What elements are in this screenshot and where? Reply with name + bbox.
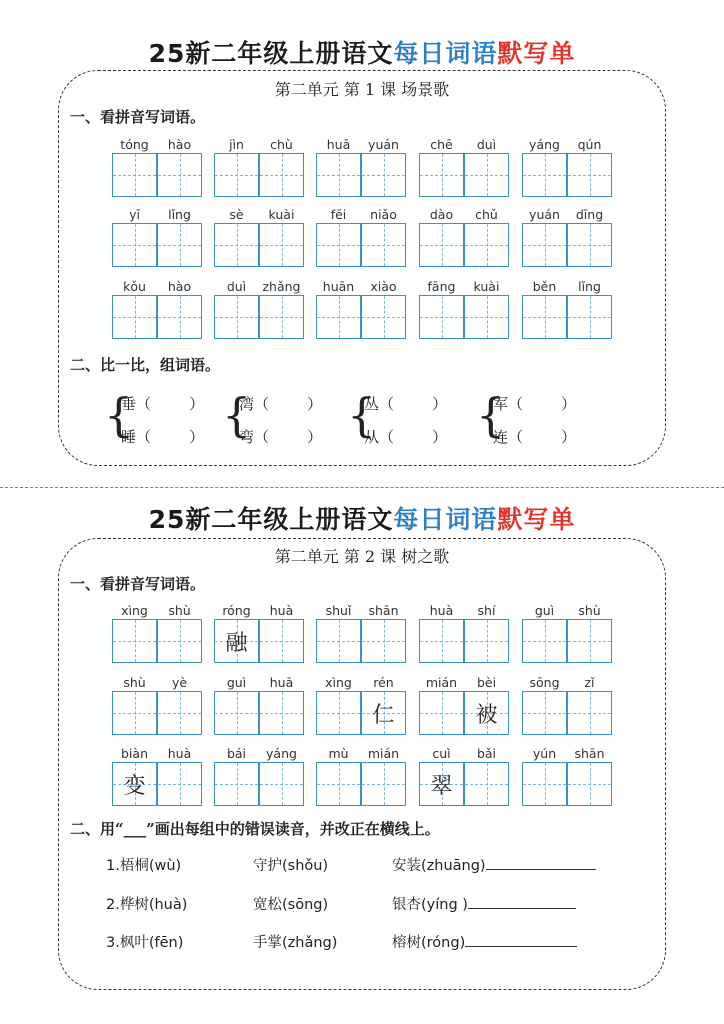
- tian-zi-grid-cell[interactable]: [464, 619, 509, 663]
- pinyin-label: běn: [532, 279, 557, 294]
- pinyin-label: yún: [532, 746, 557, 761]
- tian-zi-grid-cell[interactable]: [214, 223, 259, 267]
- handwritten-character: [523, 620, 566, 662]
- word-group: [419, 603, 509, 673]
- sheet2-lesson: 第二单元 第 2 课 树之歌: [274, 547, 450, 566]
- pinyin-label: tóng: [120, 137, 149, 152]
- tian-zi-grid-cell[interactable]: [361, 762, 406, 806]
- pinyin-label: jìn: [229, 137, 244, 152]
- sheet1-title: [0, 34, 724, 70]
- pronunciation-item: [392, 893, 576, 914]
- sheet2-title: [0, 500, 724, 536]
- word-group: [522, 207, 612, 277]
- word-group: [316, 207, 406, 277]
- tian-zi-grid-cell[interactable]: [419, 295, 464, 339]
- tian-zi-grid-cell[interactable]: [464, 295, 509, 339]
- pronunciation-text: 2.桦树(huà): [106, 897, 188, 913]
- handwritten-character: [158, 296, 201, 338]
- handwritten-character: [260, 692, 303, 734]
- word-group: [316, 603, 406, 673]
- handwritten-character: [215, 296, 258, 338]
- handwritten-character: [568, 154, 611, 196]
- tian-zi-grid-cell[interactable]: [567, 619, 612, 663]
- pronunciation-item: [253, 854, 328, 875]
- compare-word-bottom: 弯（ ）: [239, 428, 323, 446]
- handwritten-character: [113, 154, 156, 196]
- word-group: [112, 603, 202, 673]
- compare-word-top: 湾（ ）: [239, 395, 323, 413]
- handwritten-character: 变: [123, 773, 146, 799]
- handwritten-character: [420, 620, 463, 662]
- compare-word-bottom: 连（ ）: [493, 428, 577, 446]
- pinyin-label: hào: [167, 137, 192, 152]
- sheet-divider: [0, 487, 724, 488]
- handwritten-character: [420, 692, 463, 734]
- handwritten-character: [523, 296, 566, 338]
- pinyin-label: fāng: [427, 279, 456, 294]
- pronunciation-item: [253, 893, 328, 914]
- handwritten-character: [568, 692, 611, 734]
- word-group: [522, 279, 612, 349]
- pinyin-label: shù: [123, 675, 146, 690]
- tian-zi-grid-cell[interactable]: [522, 295, 567, 339]
- handwritten-character: 被: [475, 702, 498, 728]
- tian-zi-grid-cell[interactable]: [522, 153, 567, 197]
- pinyin-label: lǐng: [578, 279, 601, 294]
- word-group: [214, 675, 304, 745]
- pinyin-label: yuán: [368, 137, 399, 152]
- handwritten-character: [465, 296, 508, 338]
- pronunciation-item: [106, 854, 181, 875]
- word-group: [419, 675, 509, 745]
- pronunciation-item: [106, 931, 183, 952]
- handwritten-character: [523, 154, 566, 196]
- pinyin-label: shù: [168, 603, 191, 618]
- sheet1-title-blue: 每日词语: [393, 39, 498, 68]
- tian-zi-grid-cell[interactable]: [316, 153, 361, 197]
- handwritten-character: [215, 154, 258, 196]
- pinyin-label: huà: [429, 603, 454, 618]
- word-group: [112, 675, 202, 745]
- answer-blank-line[interactable]: [468, 896, 576, 909]
- brace-symbol: {: [347, 388, 377, 442]
- tian-zi-grid-cell[interactable]: [157, 153, 202, 197]
- pronunciation-text: 守护(shǒu): [253, 858, 329, 874]
- handwritten-character: [113, 224, 156, 266]
- pinyin-label: guì: [534, 603, 555, 618]
- tian-zi-grid-cell[interactable]: [259, 619, 304, 663]
- word-group: [522, 746, 612, 816]
- pinyin-label: chē: [430, 137, 453, 152]
- tian-zi-grid-cell[interactable]: [157, 762, 202, 806]
- handwritten-character: 翠: [430, 773, 453, 799]
- pinyin-label: qún: [577, 137, 602, 152]
- handwritten-character: [158, 224, 201, 266]
- tian-zi-grid-cell[interactable]: [112, 153, 157, 197]
- pinyin-label: cuì: [432, 746, 451, 761]
- pinyin-label: rén: [373, 675, 394, 690]
- handwritten-character: [113, 296, 156, 338]
- pinyin-label: róng: [222, 603, 251, 618]
- tian-zi-grid-cell[interactable]: [316, 619, 361, 663]
- tian-zi-grid-cell[interactable]: [464, 762, 509, 806]
- handwritten-character: [215, 692, 258, 734]
- tian-zi-grid-cell[interactable]: [112, 691, 157, 735]
- handwritten-character: [362, 763, 405, 805]
- pinyin-label: huān: [322, 279, 355, 294]
- sheet1-section2-title: 二、比一比，组词语。: [70, 356, 221, 374]
- word-group: [112, 279, 202, 349]
- handwritten-character: [260, 154, 303, 196]
- sheet1-title-red: 默写单: [497, 39, 576, 68]
- handwritten-character: [568, 224, 611, 266]
- handwritten-character: [215, 763, 258, 805]
- pinyin-label: duì: [226, 279, 247, 294]
- tian-zi-grid-cell[interactable]: [361, 153, 406, 197]
- tian-zi-grid-cell[interactable]: [214, 691, 259, 735]
- tian-zi-grid-cell[interactable]: [361, 691, 406, 735]
- pinyin-label: huà: [167, 746, 192, 761]
- pinyin-label: duì: [476, 137, 497, 152]
- word-group: [214, 746, 304, 816]
- word-group: [316, 279, 406, 349]
- tian-zi-grid-cell[interactable]: [112, 223, 157, 267]
- handwritten-character: [158, 154, 201, 196]
- tian-zi-grid-cell[interactable]: [464, 691, 509, 735]
- sheet1-lesson: 第二单元 第 1 课 场景歌: [274, 80, 450, 99]
- handwritten-character: [362, 224, 405, 266]
- handwritten-character: [158, 620, 201, 662]
- handwritten-character: [260, 620, 303, 662]
- pinyin-label: yáng: [529, 137, 560, 152]
- tian-zi-grid-cell[interactable]: [157, 223, 202, 267]
- pinyin-label: biàn: [121, 746, 148, 761]
- pronunciation-item: [253, 931, 337, 952]
- tian-zi-grid-cell[interactable]: [259, 153, 304, 197]
- word-group: [316, 675, 406, 745]
- pinyin-label: yáng: [266, 746, 297, 761]
- pinyin-label: mián: [425, 675, 458, 690]
- tian-zi-grid-cell[interactable]: [419, 691, 464, 735]
- pinyin-label: shí: [477, 603, 496, 618]
- tian-zi-grid-cell[interactable]: [361, 295, 406, 339]
- handwritten-character: [465, 763, 508, 805]
- pinyin-label: xiào: [370, 279, 397, 294]
- word-group: [522, 675, 612, 745]
- pinyin-label: guì: [226, 675, 247, 690]
- tian-zi-grid-cell[interactable]: [112, 295, 157, 339]
- pinyin-label: mián: [367, 746, 400, 761]
- pronunciation-text: 3.枫叶(fēn): [106, 935, 184, 951]
- tian-zi-grid-cell[interactable]: [259, 295, 304, 339]
- tian-zi-grid-cell[interactable]: [567, 153, 612, 197]
- handwritten-character: [568, 296, 611, 338]
- tian-zi-grid-cell[interactable]: [316, 691, 361, 735]
- tian-zi-grid-cell[interactable]: [419, 153, 464, 197]
- tian-zi-grid-cell[interactable]: [157, 691, 202, 735]
- compare-word-bottom: 从（ ）: [364, 428, 448, 446]
- handwritten-character: [465, 620, 508, 662]
- sheet2-section2-title: 二、用“___”画出每组中的错误读音，并改正在横线上。: [70, 820, 440, 838]
- compare-word-bottom: 睡（ ）: [121, 428, 205, 446]
- handwritten-character: [420, 154, 463, 196]
- tian-zi-grid-cell[interactable]: [419, 619, 464, 663]
- tian-zi-grid-cell[interactable]: [567, 691, 612, 735]
- handwritten-character: [113, 692, 156, 734]
- pronunciation-item: [392, 854, 596, 875]
- pinyin-label: chǔ: [475, 207, 498, 222]
- tian-zi-grid-cell[interactable]: [522, 223, 567, 267]
- tian-zi-grid-cell[interactable]: [112, 619, 157, 663]
- pronunciation-item: [392, 931, 577, 952]
- pinyin-label: shān: [368, 603, 399, 618]
- handwritten-character: [260, 224, 303, 266]
- sheet2-title-red: 默写单: [497, 505, 576, 534]
- sheet1-section1-title: 一、看拼音写词语。: [70, 108, 206, 126]
- tian-zi-grid-cell[interactable]: [567, 223, 612, 267]
- brace-symbol: {: [476, 388, 506, 442]
- compare-word-top: 垂（ ）: [121, 395, 205, 413]
- tian-zi-grid-cell[interactable]: [157, 295, 202, 339]
- word-group: [214, 603, 304, 673]
- pinyin-label: shuǐ: [325, 603, 352, 618]
- handwritten-character: [362, 154, 405, 196]
- pronunciation-item: [106, 893, 187, 914]
- pinyin-label: dào: [429, 207, 454, 222]
- brace-symbol: {: [222, 388, 252, 442]
- handwritten-character: [113, 620, 156, 662]
- tian-zi-grid-cell[interactable]: [567, 762, 612, 806]
- pinyin-label: zhǎng: [262, 279, 301, 294]
- pronunciation-text: 手掌(zhǎng): [253, 935, 338, 951]
- tian-zi-grid-cell[interactable]: [214, 619, 259, 663]
- sheet1-title-black: 25新二年级上册语文: [148, 39, 394, 68]
- compare-word-top: 军（ ）: [493, 395, 577, 413]
- pinyin-label: xìng: [121, 603, 148, 618]
- word-group: [112, 746, 202, 816]
- pinyin-label: bái: [226, 746, 247, 761]
- sheet2-title-blue: 每日词语: [393, 505, 498, 534]
- handwritten-character: [260, 296, 303, 338]
- pinyin-label: yī: [129, 207, 140, 222]
- tian-zi-grid-cell[interactable]: [419, 762, 464, 806]
- pinyin-label: sōng: [529, 675, 560, 690]
- tian-zi-grid-cell[interactable]: [361, 619, 406, 663]
- pronunciation-text: 榕树(róng): [392, 935, 466, 951]
- word-group: [112, 207, 202, 277]
- answer-blank-line[interactable]: [465, 934, 577, 947]
- pinyin-label: shù: [578, 603, 601, 618]
- pinyin-label: kuài: [473, 279, 500, 294]
- word-group: [214, 279, 304, 349]
- sheet2-section1-title: 一、看拼音写词语。: [70, 575, 206, 593]
- handwritten-character: [362, 296, 405, 338]
- brace-symbol: {: [104, 388, 134, 442]
- handwritten-character: [215, 224, 258, 266]
- pinyin-label: sè: [229, 207, 244, 222]
- handwritten-character: [420, 296, 463, 338]
- pinyin-label: bǎi: [476, 746, 497, 761]
- tian-zi-grid-cell[interactable]: [214, 762, 259, 806]
- tian-zi-grid-cell[interactable]: [464, 223, 509, 267]
- pinyin-label: xìng: [325, 675, 352, 690]
- tian-zi-grid-cell[interactable]: [522, 691, 567, 735]
- word-group: [214, 207, 304, 277]
- handwritten-character: [523, 224, 566, 266]
- pinyin-label: kuài: [268, 207, 295, 222]
- pinyin-label: kǒu: [123, 279, 146, 294]
- handwritten-character: [465, 154, 508, 196]
- handwritten-character: [317, 154, 360, 196]
- handwritten-character: [158, 692, 201, 734]
- tian-zi-grid-cell[interactable]: [157, 619, 202, 663]
- tian-zi-grid-cell[interactable]: [214, 295, 259, 339]
- word-group: [419, 746, 509, 816]
- pinyin-label: mù: [328, 746, 349, 761]
- handwritten-character: [523, 692, 566, 734]
- handwritten-character: 融: [225, 630, 248, 656]
- word-group: [522, 137, 612, 207]
- tian-zi-grid-cell[interactable]: [522, 762, 567, 806]
- pinyin-label: huā: [269, 675, 294, 690]
- handwritten-character: [317, 620, 360, 662]
- tian-zi-grid-cell[interactable]: [259, 762, 304, 806]
- handwritten-character: [158, 763, 201, 805]
- tian-zi-grid-cell[interactable]: [361, 223, 406, 267]
- tian-zi-grid-cell[interactable]: [419, 223, 464, 267]
- word-group: [419, 137, 509, 207]
- handwritten-character: [523, 763, 566, 805]
- word-group: [316, 746, 406, 816]
- tian-zi-grid-cell[interactable]: [567, 295, 612, 339]
- pinyin-label: niǎo: [370, 207, 397, 222]
- word-group: [419, 207, 509, 277]
- tian-zi-grid-cell[interactable]: [259, 691, 304, 735]
- pinyin-label: yuán: [529, 207, 560, 222]
- pronunciation-text: 宽松(sōng): [253, 897, 329, 913]
- pinyin-label: bèi: [476, 675, 497, 690]
- pronunciation-text: 银杏(yíng ): [392, 897, 468, 913]
- pinyin-label: lǐng: [168, 207, 191, 222]
- pinyin-label: zǐ: [584, 675, 595, 690]
- word-group: [214, 137, 304, 207]
- handwritten-character: [420, 224, 463, 266]
- handwritten-character: [317, 224, 360, 266]
- tian-zi-grid-cell[interactable]: [214, 153, 259, 197]
- handwritten-character: [317, 763, 360, 805]
- answer-blank-line[interactable]: [486, 857, 596, 870]
- handwritten-character: [317, 296, 360, 338]
- pinyin-label: chù: [270, 137, 293, 152]
- tian-zi-grid-cell[interactable]: [464, 153, 509, 197]
- tian-zi-grid-cell[interactable]: [522, 619, 567, 663]
- tian-zi-grid-cell[interactable]: [316, 223, 361, 267]
- pinyin-label: hào: [167, 279, 192, 294]
- handwritten-character: [362, 620, 405, 662]
- handwritten-character: [260, 763, 303, 805]
- compare-word-top: 丛（ ）: [364, 395, 448, 413]
- handwritten-character: [568, 620, 611, 662]
- pinyin-label: dīng: [575, 207, 604, 222]
- pinyin-label: huà: [269, 603, 294, 618]
- word-group: [522, 603, 612, 673]
- pinyin-label: huā: [326, 137, 351, 152]
- tian-zi-grid-cell[interactable]: [112, 762, 157, 806]
- pinyin-label: shān: [574, 746, 605, 761]
- sheet2-title-black: 25新二年级上册语文: [148, 505, 394, 534]
- word-group: [419, 279, 509, 349]
- handwritten-character: [465, 224, 508, 266]
- word-group: [316, 137, 406, 207]
- tian-zi-grid-cell[interactable]: [316, 762, 361, 806]
- pinyin-label: fēi: [330, 207, 347, 222]
- handwritten-character: [317, 692, 360, 734]
- word-group: [112, 137, 202, 207]
- handwritten-character: [568, 763, 611, 805]
- handwritten-character: 仁: [372, 702, 395, 728]
- pronunciation-text: 1.梧桐(wù): [106, 858, 182, 874]
- tian-zi-grid-cell[interactable]: [259, 223, 304, 267]
- pronunciation-text: 安装(zhuāng): [392, 858, 486, 874]
- pinyin-label: yè: [171, 675, 188, 690]
- tian-zi-grid-cell[interactable]: [316, 295, 361, 339]
